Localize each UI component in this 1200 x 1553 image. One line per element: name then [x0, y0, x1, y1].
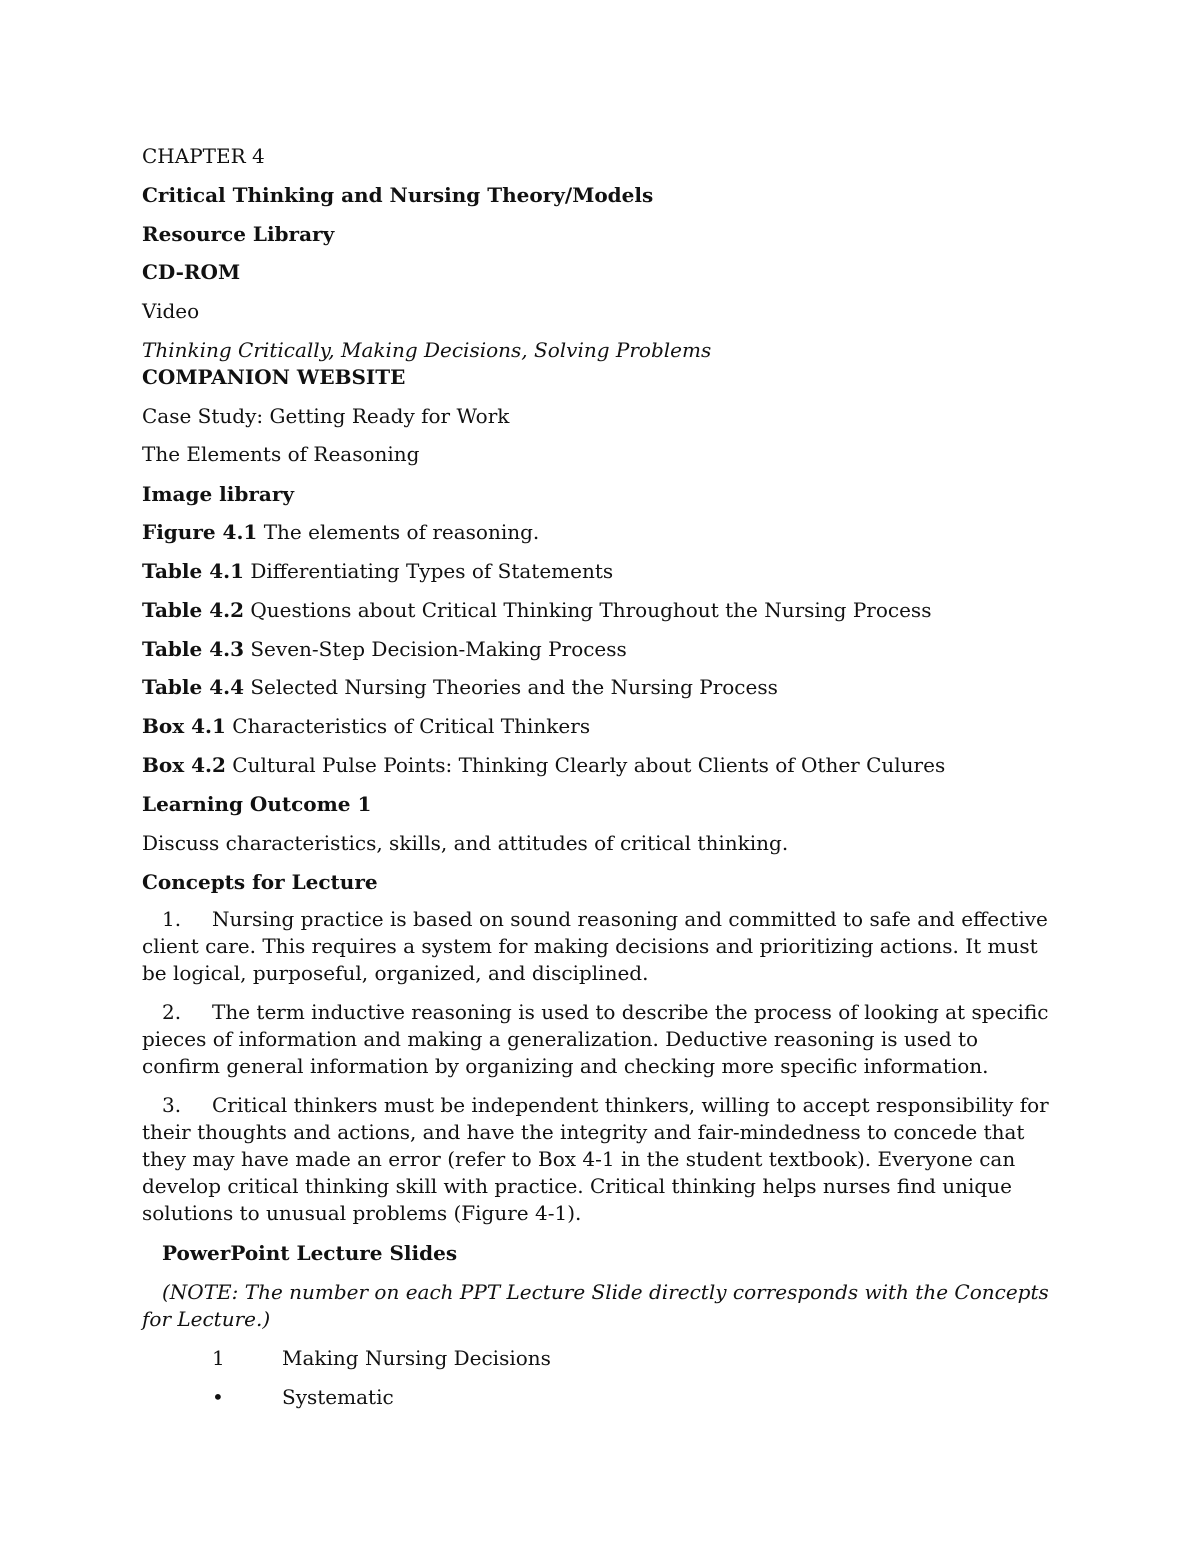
- item-label: Table 4.1: [142, 559, 244, 583]
- item-label: Figure 4.1: [142, 520, 258, 544]
- item-text: Differentiating Types of Statements: [244, 559, 614, 583]
- item-label: Box 4.1: [142, 714, 226, 738]
- item-text: The elements of reasoning.: [257, 520, 540, 544]
- chapter-title: Critical Thinking and Nursing Theory/Models: [142, 183, 654, 207]
- concepts-heading: Concepts for Lecture: [142, 870, 378, 894]
- item-text: Selected Nursing Theories and the Nursing Process: [244, 675, 778, 699]
- item-label: Table 4.4: [142, 675, 244, 699]
- item-label: Box 4.2: [142, 753, 226, 777]
- item-text: Cultural Pulse Points: Thinking Clearly about Clients of Other Culures: [225, 753, 946, 777]
- ppt-note: (NOTE: The number on each PPT Lecture Slide directly corresponds with the Concepts for Lecture.): [142, 1280, 1049, 1331]
- case-study-item: Case Study: Getting Ready for Work: [142, 404, 510, 428]
- concept-number: 1.: [162, 907, 182, 931]
- concept-paragraph: [142, 1092, 1057, 1227]
- item-label: Table 4.3: [142, 637, 244, 661]
- image-library-heading: Image library: [142, 482, 294, 506]
- concept-paragraph: [142, 906, 1057, 987]
- image-library-item: [142, 712, 590, 740]
- slide-number: 1: [212, 1346, 225, 1370]
- image-library-item: [142, 673, 778, 701]
- bullet-marker: •: [212, 1385, 224, 1409]
- image-library-item: [142, 751, 945, 779]
- chapter-number: CHAPTER 4: [142, 144, 265, 168]
- video-title: Thinking Critically, Making Decisions, Solving Problems: [142, 338, 712, 362]
- slide-title: Making Nursing Decisions: [282, 1346, 551, 1370]
- concept-text: Nursing practice is based on sound reasoning and committed to safe and effective client care. This requires a system for making decisions and prioritizing actions. It must be logical, purposeful, organized, and disciplined.: [142, 907, 1048, 985]
- learning-outcome-text: Discuss characteristics, skills, and attitudes of critical thinking.: [142, 831, 789, 855]
- concept-number: 3.: [162, 1093, 182, 1117]
- concept-paragraph: [142, 999, 1057, 1080]
- concept-number: 2.: [162, 1000, 182, 1024]
- item-label: Table 4.2: [142, 598, 244, 622]
- item-text: Seven-Step Decision-Making Process: [244, 637, 627, 661]
- concept-text: Critical thinkers must be independent thinkers, willing to accept responsibility for their thoughts and actions, and have the integrity and fair-mindedness to concede that they may have made an error (refer to Box 4-1 in the student textbook). Everyone can develop critical thinking skill with practice. Critical thinking helps nurses find unique solutions to unusual problems (Figure 4-1).: [142, 1093, 1049, 1225]
- item-text: Questions about Critical Thinking Throughout the Nursing Process: [244, 598, 932, 622]
- powerpoint-heading: PowerPoint Lecture Slides: [162, 1241, 458, 1265]
- image-library-item: [142, 635, 627, 663]
- companion-website-heading: COMPANION WEBSITE: [142, 365, 406, 389]
- image-library-item: [142, 596, 931, 624]
- item-text: Characteristics of Critical Thinkers: [225, 714, 591, 738]
- learning-outcome-heading: Learning Outcome 1: [142, 792, 372, 816]
- resource-library-heading: Resource Library: [142, 222, 335, 246]
- slide-bullet: Systematic: [282, 1385, 394, 1409]
- elements-of-reasoning-item: The Elements of Reasoning: [142, 442, 420, 466]
- concept-text: The term inductive reasoning is used to describe the process of looking at specific pieces of information and making a generalization. Deductive reasoning is used to confirm general information by organizing and checking more specific information.: [142, 1000, 1049, 1078]
- image-library-item: [142, 518, 539, 546]
- video-label: Video: [142, 299, 200, 323]
- image-library-item: [142, 557, 613, 585]
- cdrom-heading: CD-ROM: [142, 260, 241, 284]
